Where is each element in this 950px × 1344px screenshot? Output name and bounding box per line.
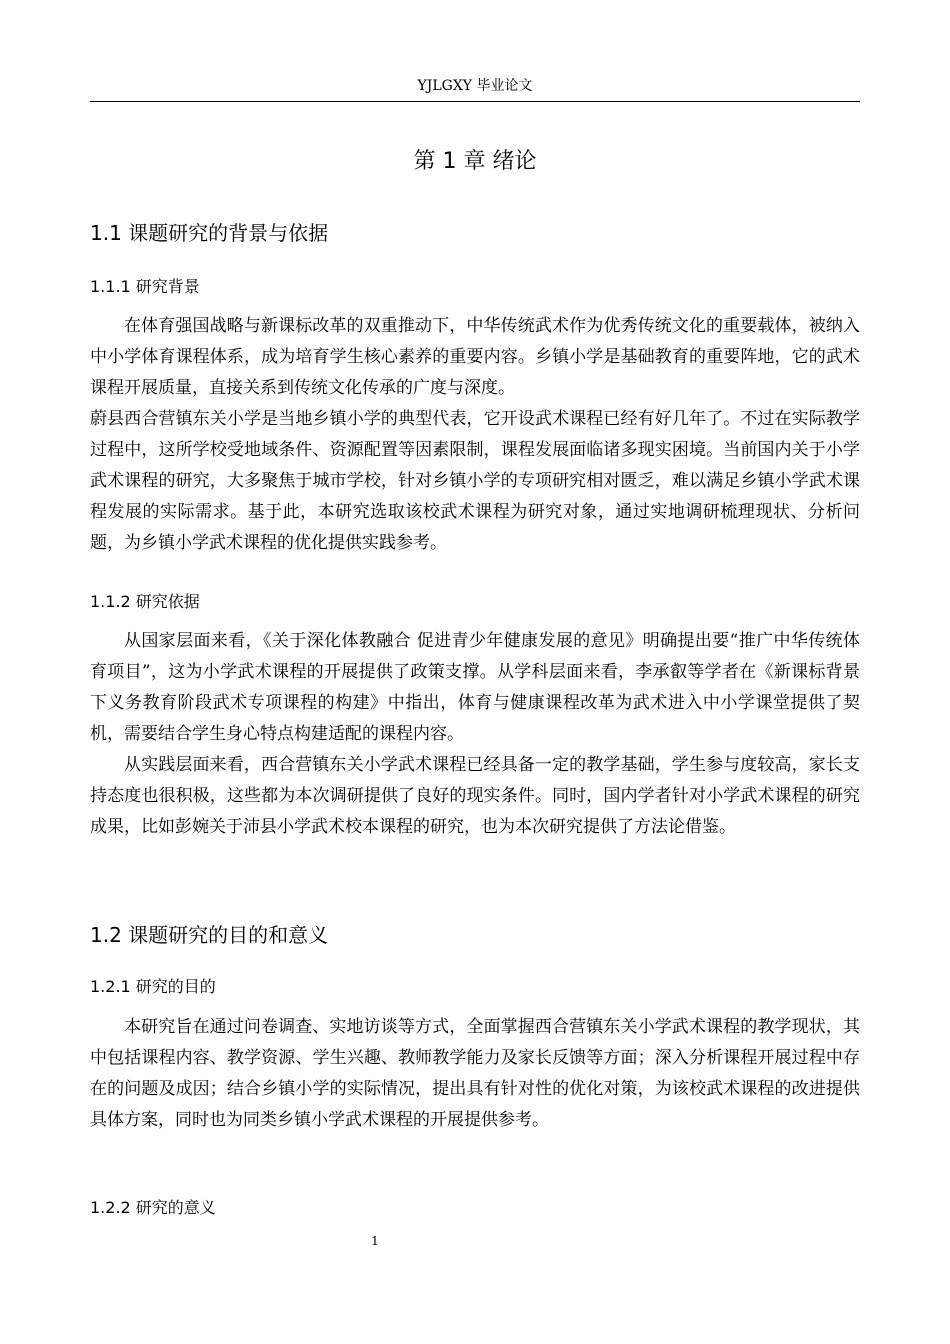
- page-header: YJLGXY 毕业论文: [417, 78, 533, 94]
- header-divider: [90, 101, 860, 102]
- page-number: 1: [371, 1234, 379, 1248]
- section-heading-1-1: 1.1 课题研究的背景与依据: [90, 221, 329, 245]
- paragraph-basis-2: 从实践层面来看，西合营镇东关小学武术课程已经具备一定的教学基础，学生参与度较高，家长支持态度也很积极，这些都为本次调研提供了良好的现实条件。同时，国内学者针对小学武术课程的研究成果，比如彭婉关于沛县小学武术校本课程的研究，也为本次研究提供了方法论借鉴。: [90, 755, 860, 837]
- paragraph-basis-1: 从国家层面来看，《关于深化体教融合 促进青少年健康发展的意见》明确提出要“推广中华传统体育项目”，这为小学武术课程的开展提供了政策支撑。从学科层面来看，李承叡等学者在《新课标背景下义务教育阶段武术专项课程的构建》中指出，体育与健康课程改革为武术进入中小学课堂提供了契机，需要结合学生身心特点构建适配的课程内容。: [90, 631, 860, 744]
- paragraph-background-2: 蔚县西合营镇东关小学是当地乡镇小学的典型代表，它开设武术课程已经有好几年了。不过在实际教学过程中，这所学校受地域条件、资源配置等因素限制，课程发展面临诸多现实困境。当前国内关于小学武术课程的研究，大多聚焦于城市学校，针对乡镇小学的专项研究相对匮乏，难以满足乡镇小学武术课程发展的实际需求。基于此，本研究选取该校武术课程为研究对象，通过实地调研梳理现状、分析问题，为乡镇小学武术课程的优化提供实践参考。: [90, 409, 860, 553]
- subsection-heading-1-2-1: 1.2.1 研究的目的: [90, 977, 216, 996]
- subsection-heading-1-1-2: 1.1.2 研究依据: [90, 592, 200, 611]
- paragraph-purpose: 本研究旨在通过问卷调查、实地访谈等方式，全面掌握西合营镇东关小学武术课程的教学现状，其中包括课程内容、教学资源、学生兴趣、教师教学能力及家长反馈等方面；深入分析课程开展过程中存在的问题及成因；结合乡镇小学的实际情况，提出具有针对性的优化对策，为该校武术课程的改进提供具体方案，同时也为同类乡镇小学武术课程的开展提供参考。: [90, 1017, 860, 1130]
- paragraph-background-1: 在体育强国战略与新课标改革的双重推动下，中华传统武术作为优秀传统文化的重要载体，被纳入中小学体育课程体系，成为培育学生核心素养的重要内容。乡镇小学是基础教育的重要阵地，它的武术课程开展质量，直接关系到传统文化传承的广度与深度。: [90, 316, 860, 398]
- chapter-title: 第 1 章 绪论: [413, 149, 537, 174]
- subsection-heading-1-1-1: 1.1.1 研究背景: [90, 277, 200, 296]
- section-heading-1-2: 1.2 课题研究的目的和意义: [90, 923, 329, 947]
- subsection-heading-1-2-2: 1.2.2 研究的意义: [90, 1198, 216, 1217]
